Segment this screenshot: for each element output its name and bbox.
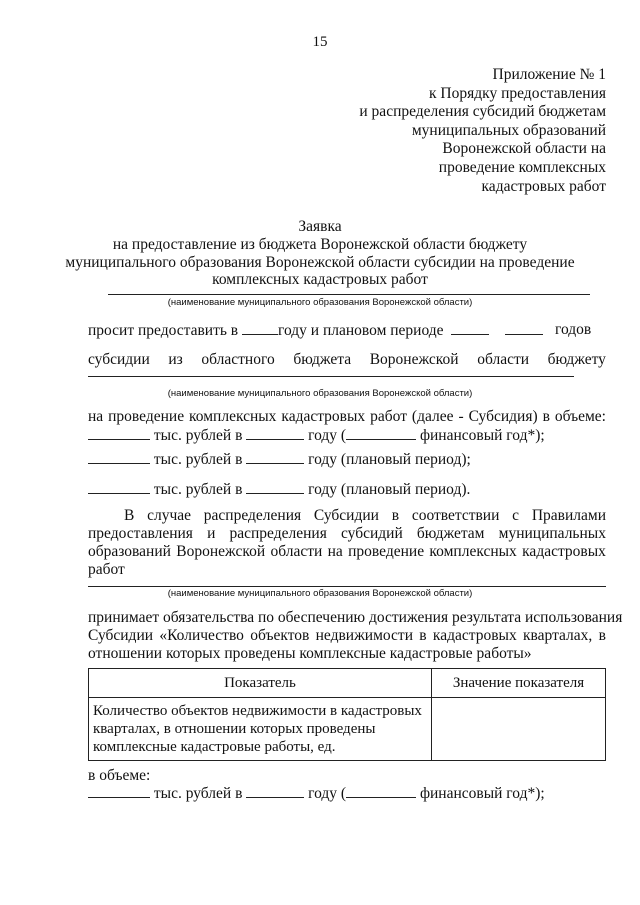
amount-row-2: [88, 450, 471, 469]
word: бюджету: [547, 351, 606, 368]
annex-line: Воронежской области на: [442, 140, 606, 158]
indicator-line: кварталах, в отношении которых проведены: [93, 721, 376, 737]
value-cell[interactable]: [432, 698, 606, 761]
word: образований: [88, 543, 171, 560]
word: Субсидии: [313, 507, 379, 524]
word: соответствии: [411, 507, 500, 524]
word: муниципальных: [498, 525, 606, 542]
municipality-caption: (наименование муниципального образования Воронежской области): [167, 297, 473, 308]
year-blank[interactable]: [246, 426, 304, 440]
annex-line: муниципальных образований: [411, 121, 606, 139]
title-line: муниципального образования Воронежской области субсидии на проведение: [65, 254, 575, 271]
subsidy-line: [88, 351, 606, 369]
annex-block: [359, 66, 606, 196]
amount-text: тыс. рублей в: [153, 785, 243, 802]
amount-blank[interactable]: [88, 480, 150, 494]
word: областного: [201, 351, 275, 368]
annex-line: проведение комплексных: [438, 158, 606, 176]
word: комплексных: [429, 543, 517, 560]
page-number: 15: [312, 34, 328, 50]
year-blank[interactable]: [246, 480, 304, 494]
amount-row-1: [88, 426, 545, 445]
amount-text: тыс. рублей в: [153, 481, 243, 498]
table-row: [89, 698, 606, 761]
obligation-line-3: отношении которых проведены комплексные кадастровые работы»: [88, 645, 532, 662]
annex-line: кадастровых работ: [481, 177, 606, 195]
title-line: комплексных кадастровых работ: [212, 271, 428, 288]
municipality-caption: (наименование муниципального образования Воронежской области): [167, 388, 473, 399]
word: и: [207, 525, 216, 542]
word: предоставления: [88, 525, 193, 542]
municipality-name-line: [88, 376, 574, 377]
obligation-line-1: принимает обязательства по обеспечению достижения результата использования: [88, 609, 623, 626]
years-word: годов: [555, 321, 592, 338]
word: случае: [147, 507, 192, 524]
amount-blank[interactable]: [88, 426, 150, 440]
municipality-caption: (наименование муниципального образования Воронежской области): [167, 588, 473, 599]
indicator-cell: [89, 698, 432, 761]
distribution-line-2: [88, 525, 606, 543]
distribution-line-4: работ: [88, 561, 125, 578]
amount-text: году (: [308, 427, 347, 444]
request-text-2: году и плановом периоде: [278, 322, 444, 339]
application-title: Заявка: [298, 218, 342, 235]
word: бюджетам: [416, 525, 485, 542]
amount-text: тыс. рублей в: [153, 427, 243, 444]
word: субсидий: [340, 525, 403, 542]
amount-text: финансовый год*);: [419, 785, 545, 802]
final-amount-row: [88, 784, 545, 803]
word: В: [124, 507, 135, 524]
word: в: [419, 627, 427, 644]
word: Правилами: [531, 507, 606, 524]
amount-row-3: [88, 480, 470, 499]
amount-text: году (: [308, 785, 347, 802]
word: Воронежской: [176, 543, 266, 560]
volume-label: в объеме:: [88, 767, 151, 784]
word: Субсидии: [88, 627, 154, 644]
request-line: [88, 321, 543, 340]
amount-text: финансовый год*);: [419, 427, 545, 444]
plan-year-blank-1[interactable]: [451, 321, 489, 335]
word: кадастровых: [432, 627, 517, 644]
indicator-line: Количество объектов недвижимости в кадастровых: [93, 703, 422, 719]
word: Воронежской: [369, 351, 459, 368]
word: недвижимости: [315, 627, 413, 644]
distribution-line-1: [124, 507, 606, 525]
word: распределения: [203, 507, 302, 524]
distribution-line-3: [88, 543, 606, 561]
amount-blank[interactable]: [88, 450, 150, 464]
annex-line: к Порядку предоставления: [429, 84, 606, 102]
year-blank[interactable]: [242, 321, 278, 335]
year-blank[interactable]: [346, 784, 416, 798]
title-line: на предоставление из бюджета Воронежской области бюджету: [112, 236, 528, 253]
word: распределения: [229, 525, 327, 542]
amount-blank[interactable]: [88, 784, 150, 798]
word: объектов: [250, 627, 310, 644]
amount-text: году (плановый период);: [308, 451, 471, 468]
municipality-name-line: [88, 586, 606, 587]
word: области: [270, 543, 323, 560]
word: субсидии: [88, 351, 150, 368]
plan-year-blank-2[interactable]: [505, 321, 543, 335]
word: кадастровых: [522, 543, 606, 560]
obligation-line-2: [88, 627, 606, 645]
header-indicator: Показатель: [89, 669, 432, 698]
request-text-1: просит предоставить в: [88, 322, 239, 339]
indicator-table: [88, 668, 606, 761]
year-blank[interactable]: [346, 426, 416, 440]
word: из: [168, 351, 183, 368]
amount-text: году (плановый период).: [308, 481, 471, 498]
word: в: [598, 627, 606, 644]
word: области: [477, 351, 530, 368]
purpose-text: на проведение комплексных кадастровых работ (далее - Субсидия) в объеме:: [88, 408, 606, 425]
word: на: [327, 543, 343, 560]
annex-line: Приложение № 1: [492, 66, 606, 83]
word: «Количество: [159, 627, 244, 644]
year-blank[interactable]: [246, 450, 304, 464]
year-blank[interactable]: [246, 784, 304, 798]
annex-line: и распределения субсидий бюджетам: [359, 103, 606, 121]
municipality-name-line: [108, 294, 590, 295]
table-header-row: [89, 669, 606, 698]
word: бюджета: [293, 351, 352, 368]
word: в: [391, 507, 400, 524]
word: кварталах,: [523, 627, 593, 644]
word: проведение: [348, 543, 425, 560]
word: с: [512, 507, 520, 524]
amount-text: тыс. рублей в: [153, 451, 243, 468]
header-value: Значение показателя: [432, 669, 606, 698]
indicator-line: комплексные кадастровые работы, ед.: [93, 739, 336, 755]
